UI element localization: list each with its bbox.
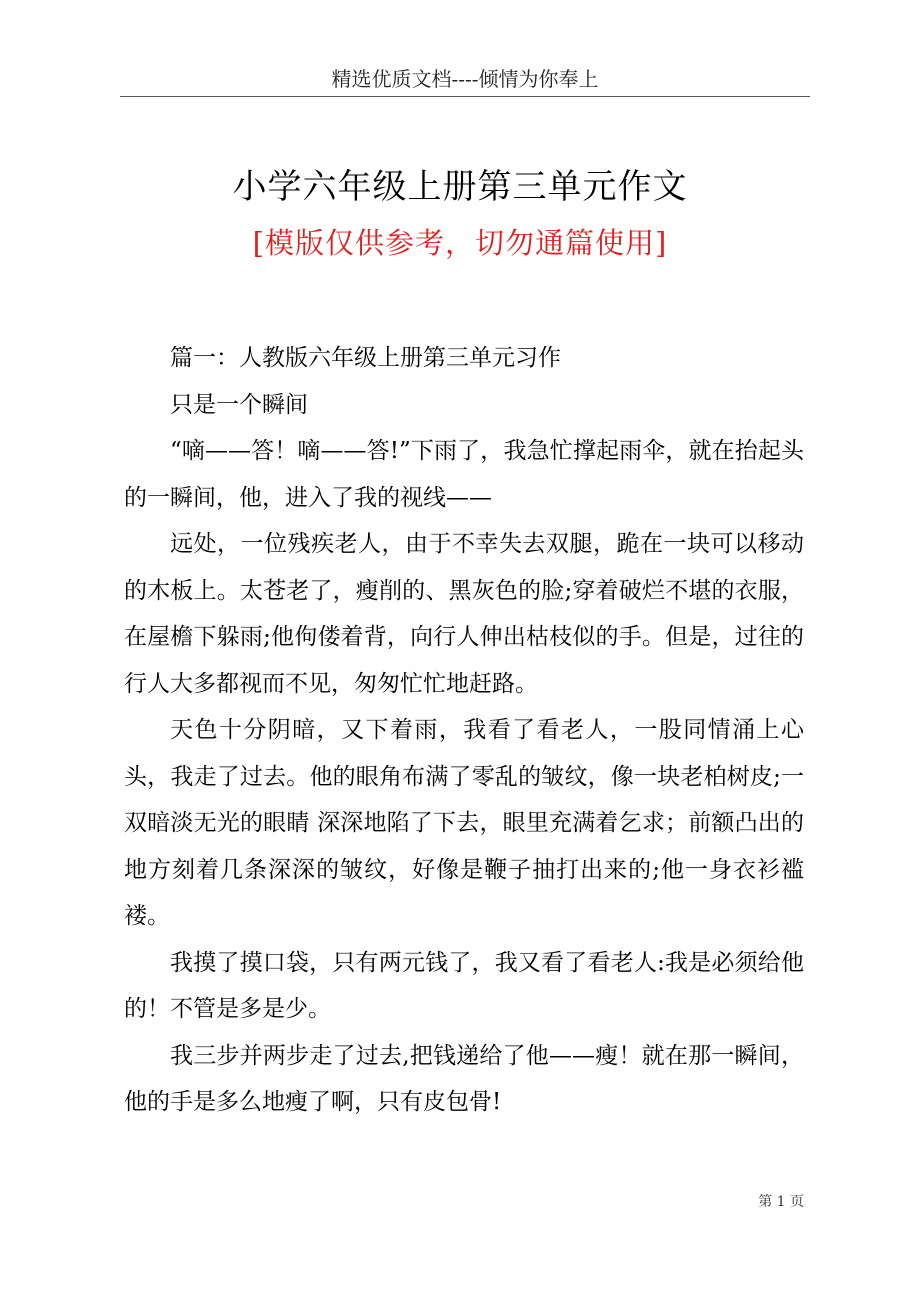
paragraph: 我摸了摸口袋，只有两元钱了，我又看了看老人:我是必须给他的！不管是多是少。 — [124, 949, 804, 1022]
paragraph-heading: 篇一：人教版六年级上册第三单元习作 — [170, 345, 561, 371]
document-subtitle: [模版仅供参考，切勿通篇使用] — [252, 226, 668, 260]
paragraph: “嘀——答！嘀——答!”下雨了，我急忙撑起雨伞，就在抬起头的一瞬间，他，进入了我的视线—— — [124, 438, 804, 511]
header-divider — [120, 96, 810, 97]
page-number: 第 1 页 — [758, 1194, 804, 1210]
paragraph: 天色十分阴暗，又下着雨，我看了看老人，一股同情涌上心头，我走了过去。他的眼角布满了零乱的皱纹，像一块老柏树皮;一双暗淡无光的眼睛 深深地陷了下去，眼里充满着乞求；前额凸出的地方刻着几条深深的皱纹，好像是鞭子抽打出来的;他一身衣衫褴褛。 — [124, 717, 804, 929]
paragraph: 远处，一位残疾老人，由于不幸失去双腿，跪在一块可以移动的木板上。太苍老了，瘦削的、黑灰色的脸;穿着破烂不堪的衣服，在屋檐下躲雨;他佝偻着背，向行人伸出枯枝似的手。但是，过往的行人大多都视而不见，匆匆忙忙地赶路。 — [124, 531, 804, 697]
document-body — [124, 335, 804, 1126]
page-header: 精选优质文档----倾情为你奉上 — [331, 67, 599, 91]
paragraph-essay-title: 只是一个瞬间 — [170, 391, 308, 418]
document-title: 小学六年级上册第三单元作文 — [232, 167, 688, 207]
paragraph: 我三步并两步走了过去,把钱递给了他——瘦！就在那一瞬间，他的手是多么地瘦了啊，只有皮包骨! — [124, 1042, 804, 1115]
